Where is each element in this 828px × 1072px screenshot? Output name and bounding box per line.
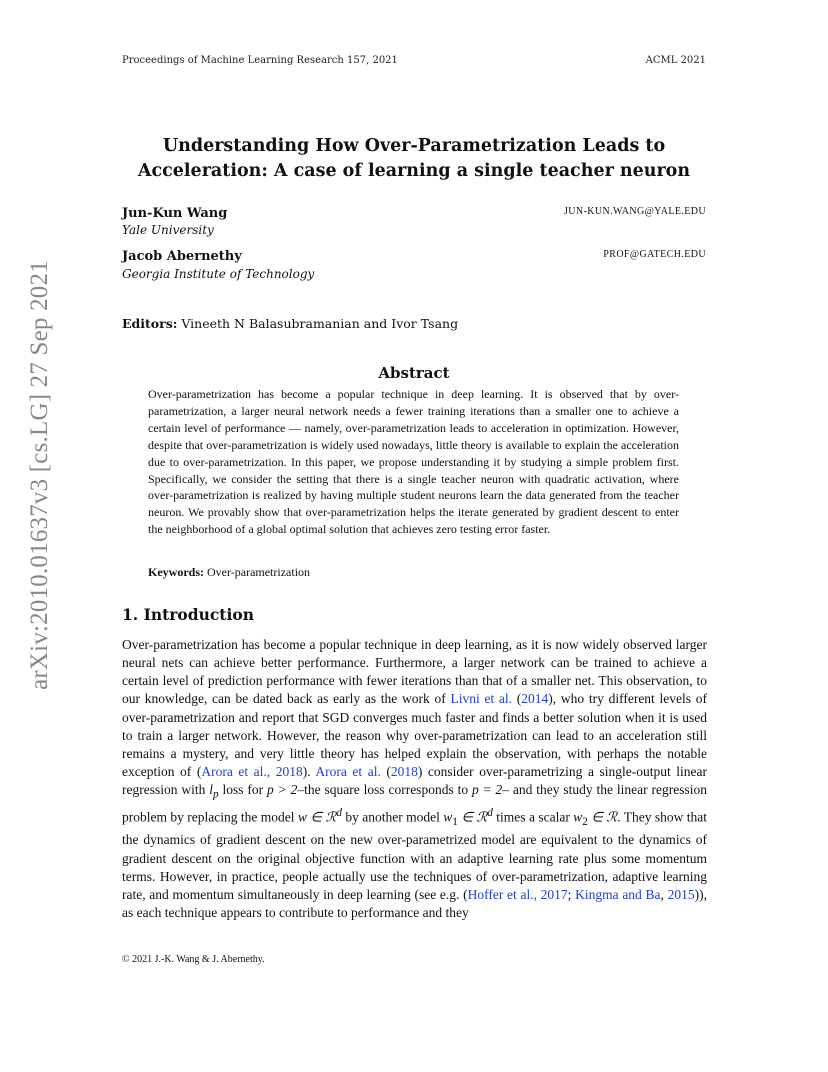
math-expression: ∈ ℛ <box>587 809 618 825</box>
author-email: PROF@GATECH.EDU <box>603 249 706 260</box>
text-run: times a scalar <box>492 809 574 825</box>
author-2 <box>122 249 706 264</box>
text-run: ( <box>512 691 522 707</box>
text-run: ). <box>302 764 316 780</box>
author-name: Jun-Kun Wang <box>122 206 228 221</box>
editors-label: Editors: <box>122 316 178 331</box>
math-subscript: 2 <box>582 816 588 829</box>
text-run: ( <box>380 764 391 780</box>
text-run: ; <box>567 886 576 902</box>
keywords-label: Keywords: <box>148 565 204 579</box>
text-run: )), as each technique appears to contribute to performance and they <box>122 886 707 921</box>
citation-link[interactable]: 2015 <box>667 886 695 902</box>
keywords-value: Over-parametrization <box>207 565 311 579</box>
paper-title <box>100 134 728 184</box>
text-run: Over-parametrization has become a popular technique in deep learning, as it is now widely observed larger neural nets can achieve better performance. Furthermore, a larger network can be trained to achieve a certain level of prediction performance with fewer iterations than that of a smaller net. This observation, to our knowledge, can be dated back as early as the work of <box>122 637 707 707</box>
editors-names: Vineeth N Balasubramanian and Ivor Tsang <box>181 316 459 331</box>
math-symbol: w <box>573 809 583 825</box>
citation-link[interactable]: 2018 <box>390 764 418 780</box>
math-subscript: 1 <box>452 816 458 829</box>
text-run: , <box>660 886 668 902</box>
copyright-footer: © 2021 J.-K. Wang & J. Abernethy. <box>122 954 265 965</box>
keywords-line <box>148 565 310 580</box>
author-affiliation: Georgia Institute of Technology <box>122 267 315 281</box>
math-superscript: d <box>487 807 493 820</box>
text-run: by another model <box>341 809 444 825</box>
conference-label: ACML 2021 <box>645 55 706 66</box>
abstract-heading: Abstract <box>378 364 450 382</box>
math-symbol: w <box>443 809 453 825</box>
citation-link[interactable]: Hoffer et al., 2017 <box>467 886 568 902</box>
author-name: Jacob Abernethy <box>122 249 242 264</box>
math-expression: p > 2 <box>267 782 298 798</box>
arxiv-stamp: arXiv:2010.01637v3 [cs.LG] 27 Sep 2021 <box>26 260 53 690</box>
abstract-text: Over-parametrization has become a popular technique in deep learning. It is observed that by over-parametrization, a larger neural network needs a fewer training iterations than a smaller one to achieve a certain level of performance — namely, over-parametrization leads to acceleration in optimization. However, despite that over-parametrization is widely used nowadays, little theory is available to explain the acceleration due to over-parametrization. In this paper, we propose understanding it by studying a simple problem first. Specifically, we consider the setting that there is a single teacher neuron with quadratic activation, where over-parametrization is realized by having multiple student neurons learn the data generated from the teacher neuron. We provably show that over-parametrization helps the iterate generated by gradient descent to enter the neighborhood of a global optimal solution that achieves zero testing error faster. <box>148 387 679 537</box>
math-symbol: l <box>209 782 213 798</box>
math-expression: w ∈ ℛ <box>297 809 337 825</box>
section-heading: 1. Introduction <box>122 605 254 624</box>
proceedings-label: Proceedings of Machine Learning Research 157, 2021 <box>122 55 398 66</box>
citation-link[interactable]: Kingma and Ba <box>575 886 661 902</box>
editors-line <box>122 316 458 331</box>
math-subscript: p <box>213 788 219 801</box>
introduction-paragraph <box>122 636 707 922</box>
text-run: ) consider over-parametrizing a single-output linear regression with <box>122 764 708 798</box>
author-affiliation: Yale University <box>122 223 214 237</box>
citation-link[interactable]: Arora et al., 2018 <box>201 764 303 780</box>
citation-link[interactable]: Arora et al. <box>315 764 381 780</box>
text-run: – and they study the linear regression problem by replacing the model <box>122 782 707 825</box>
author-1 <box>122 206 706 221</box>
text-run: ), who try different levels of over-parametrization and report that SGD converges much faster and finds a better solution when it is used to train a larger network. However, the reason why over-parametrization can lead to an acceleration still remains a mystery, and very little theory has helped explain the observation, with perhaps the notable exception of ( <box>122 691 707 780</box>
title-line-2: Acceleration: A case of learning a single teacher neuron <box>137 161 691 181</box>
math-superscript: d <box>336 807 342 820</box>
citation-link[interactable]: Livni et al. <box>450 691 513 707</box>
math-expression: p = 2 <box>471 782 503 798</box>
citation-link[interactable]: 2014 <box>521 691 549 707</box>
text-run: loss for <box>218 782 267 798</box>
running-header <box>122 55 706 66</box>
math-expression: ∈ ℛ <box>457 809 488 825</box>
text-run: –the square loss corresponds to <box>297 782 472 798</box>
text-run: . They show that the dynamics of gradient descent on the new over-parametrized model are equivalent to the dynamics of gradient descent on the original objective function with an adaptive learning rate plus some momentum terms. However, in practice, people actually use the techniques of over-parametrization, adaptive learning rate, and momentum simultaneously in deep learning (see e.g. ( <box>122 809 708 902</box>
author-email: JUN-KUN.WANG@YALE.EDU <box>563 206 706 217</box>
title-line-1: Understanding How Over-Parametrization Leads to <box>162 136 666 156</box>
